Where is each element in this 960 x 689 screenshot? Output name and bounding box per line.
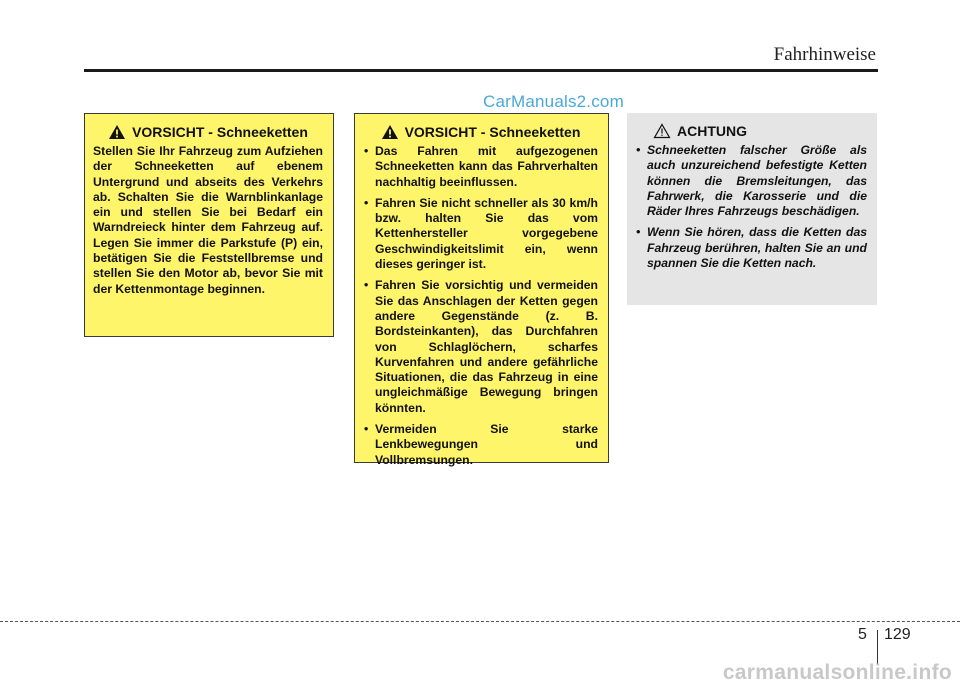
- notice-triangle-icon: [653, 123, 671, 139]
- notice-bullet-list: [635, 143, 867, 271]
- chapter-number: 5: [858, 626, 867, 643]
- caution-heading-text: VORSICHT - Schneeketten: [132, 124, 308, 140]
- caution-heading-text: VORSICHT - Schneeketten: [404, 124, 581, 140]
- watermark-carmanuals2: CarManuals2.com: [483, 92, 624, 111]
- header-divider: [84, 69, 878, 72]
- page-number: 129: [884, 626, 911, 643]
- notice-heading-text: ACHTUNG: [677, 123, 747, 139]
- notice-heading: [635, 123, 867, 139]
- warning-triangle-icon: [108, 124, 126, 140]
- caution-heading: [363, 124, 598, 140]
- section-title: Fahrhinweise: [773, 44, 876, 65]
- list-item: • Vermeiden Sie starke Lenkbewegungen und Vollbremsungen.: [364, 422, 598, 467]
- watermark-carmanualsonline: carmanualsonline.info: [722, 661, 952, 684]
- footer-divider: [0, 621, 960, 622]
- notice-box-damage: [627, 113, 877, 305]
- list-item: • Wenn Sie hören, dass die Ketten das Fahrzeug berühren, halten Sie an und spannen Sie die Ketten nach.: [636, 225, 867, 271]
- list-item: • Fahren Sie nicht schneller als 30 km/h bzw. halten Sie das vom Kettenhersteller vorgegebene Geschwindigkeitslimit ein, wenn dieses geringer ist.: [364, 195, 598, 272]
- list-item: • Das Fahren mit aufgezogenen Schneeketten kann das Fahrverhalten nachhaltig beeinflussen.: [364, 144, 598, 189]
- caution-bullet-list: [363, 144, 598, 468]
- caution-box-driving: [354, 113, 609, 467]
- page-separator: [877, 630, 878, 665]
- caution-body-text: Stellen Sie Ihr Fahrzeug zum Aufziehen der Schneeketten auf ebenem Untergrund und abseits des Verkehrs ab. Schalten Sie die Warnblinkanlage ein und stellen Sie bei Bedarf ein Warndreieck hinter dem Fahrzeug auf. Legen Sie immer die Parkstufe (P) ein, betätigen Sie die Feststellbremse und stellen Sie den Motor ab, bevor Sie mit der Kettenmontage beginnen.: [93, 144, 323, 296]
- caution-heading: [93, 124, 323, 140]
- list-item: • Schneeketten falscher Größe als auch unzureichend befestigte Ketten können die Bremsleitungen, das Fahrwerk, die Karosserie und die Räder Ihres Fahrzeugs beschädigen.: [636, 143, 867, 219]
- warning-triangle-icon: [381, 124, 399, 140]
- caution-box-mounting: [84, 113, 334, 337]
- list-item: • Fahren Sie vorsichtig und vermeiden Sie das Anschlagen der Ketten gegen andere Gegenstände (z. B. Bordsteinkanten), das Durchfahren von Schlaglöchern, scharfes Kurvenfahren und andere gefährliche Situationen, die das Fahrzeug in eine ungleichmäßige Bewegung bringen könnten.: [364, 278, 598, 415]
